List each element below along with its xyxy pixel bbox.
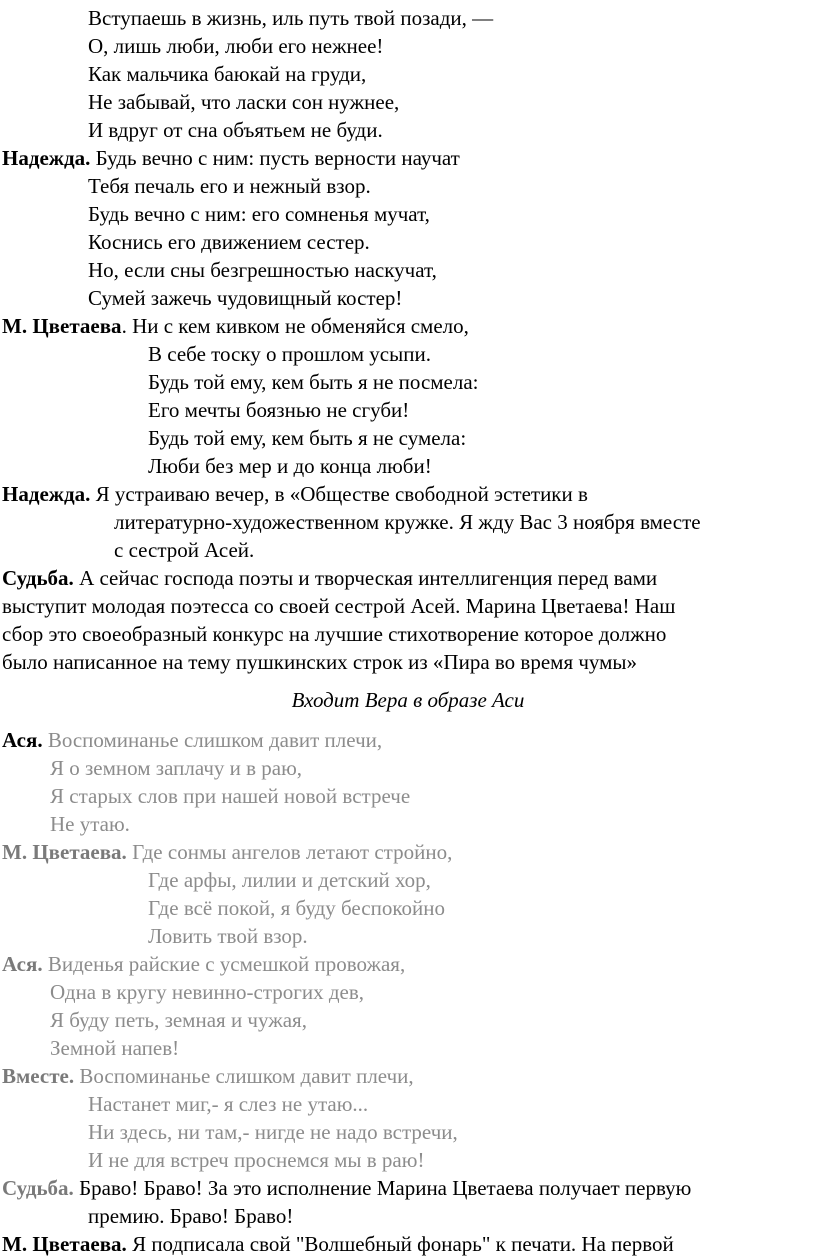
poem-line: Я буду петь, земная и чужая, bbox=[50, 1008, 307, 1032]
poem-line: Ловить твой взор. bbox=[148, 924, 308, 948]
poem-line: И не для встреч проснемся мы в раю! bbox=[88, 1148, 425, 1172]
dialogue-continuation: литературно-художественном кружке. Я жду Вас 3 ноября вместе bbox=[114, 510, 701, 534]
poem-line: Коснись его движением сестер. bbox=[88, 230, 370, 254]
dialogue-line: Судьба. А сейчас господа поэты и творческая интеллигенция перед вами bbox=[2, 566, 658, 590]
speaker-name: Надежда. bbox=[2, 482, 91, 506]
dialogue-continuation: с сестрой Асей. bbox=[114, 538, 255, 562]
dialogue-continuation: премию. Браво! Браво! bbox=[88, 1204, 294, 1228]
poem-line: Будь той ему, кем быть я не сумела: bbox=[148, 426, 467, 450]
dialogue-line: М. Цветаева. Я подписала свой "Волшебный фонарь" к печати. На первой bbox=[2, 1232, 674, 1256]
speaker-name: Ася. bbox=[2, 952, 43, 976]
poem-line: Я старых слов при нашей новой встрече bbox=[50, 784, 411, 808]
speaker-name: Надежда. bbox=[2, 146, 91, 170]
poem-line: Одна в кругу невинно-строгих дев, bbox=[50, 980, 365, 1004]
poem-line: Как мальчика баюкай на груди, bbox=[88, 62, 367, 86]
dialogue-line: М. Цветаева. Где сонмы ангелов летают стройно, bbox=[2, 840, 453, 864]
poem-line: Будь вечно с ним: его сомненья мучат, bbox=[88, 202, 430, 226]
speaker-name: Судьба. bbox=[2, 566, 74, 590]
poem-line: Люби без мер и до конца люби! bbox=[148, 454, 432, 478]
poem-line: Сумей зажечь чудовищный костер! bbox=[88, 286, 403, 310]
dialogue-line: Ася. Виденья райские с усмешкой провожая, bbox=[2, 952, 406, 976]
speaker-name: Вместе. bbox=[2, 1064, 75, 1088]
poem-line: Будь той ему, кем быть я не посмела: bbox=[148, 370, 479, 394]
stage-direction: Входит Вера в образе Аси bbox=[291, 688, 525, 712]
dialogue-line: Вместе. Воспоминанье слишком давит плечи, bbox=[2, 1064, 414, 1088]
dialogue-line: Ася. Воспоминанье слишком давит плечи, bbox=[2, 728, 383, 752]
dialogue-continuation: было написанное на тему пушкинских строк из «Пира во время чумы» bbox=[2, 650, 638, 674]
speaker-name: Судьба. bbox=[2, 1176, 74, 1200]
poem-line: Не утаю. bbox=[50, 812, 130, 836]
poem-line: Я о земном заплачу и в раю, bbox=[50, 756, 303, 780]
dialogue-line: Судьба. Браво! Браво! За это исполнение Марина Цветаева получает первую bbox=[2, 1176, 692, 1200]
speaker-name: М. Цветаева bbox=[2, 314, 122, 338]
poem-line: Земной напев! bbox=[50, 1036, 180, 1060]
poem-line: Где всё покой, я буду беспокойно bbox=[148, 896, 445, 920]
dialogue-continuation: сбор это своеобразный конкурс на лучшие стихотворение которое должно bbox=[2, 622, 667, 646]
speaker-name: М. Цветаева. bbox=[2, 840, 127, 864]
dialogue-continuation: выступит молодая поэтесса со своей сестрой Асей. Марина Цветаева! Наш bbox=[2, 594, 676, 618]
poem-line: Настанет миг,- я слез не утаю... bbox=[88, 1092, 369, 1116]
poem-line: Тебя печаль его и нежный взор. bbox=[88, 174, 371, 198]
poem-line: Его мечты боязнью не сгуби! bbox=[148, 398, 410, 422]
speaker-name: Ася. bbox=[2, 728, 43, 752]
poem-line: Ни здесь, ни там,- нигде не надо встречи, bbox=[88, 1120, 458, 1144]
poem-line: Где арфы, лилии и детский хор, bbox=[148, 868, 431, 892]
speaker-name: М. Цветаева. bbox=[2, 1232, 127, 1256]
poem-line: Но, если сны безгрешностью наскучат, bbox=[88, 258, 437, 282]
poem-line: В себе тоску о прошлом усыпи. bbox=[148, 342, 431, 366]
poem-line: И вдруг от сна объятьем не буди. bbox=[88, 118, 383, 142]
dialogue-line: Надежда. Будь вечно с ним: пусть верности научат bbox=[2, 146, 460, 170]
dialogue-line: Надежда. Я устраиваю вечер, в «Обществе свободной эстетики в bbox=[2, 482, 588, 506]
poem-line: Не забывай, что ласки сон нужнее, bbox=[88, 90, 400, 114]
dialogue-line: М. Цветаева. Ни с кем кивком не обменяйся смело, bbox=[2, 314, 469, 338]
poem-line: Вступаешь в жизнь, иль путь твой позади, — bbox=[88, 6, 494, 30]
poem-line: О, лишь люби, люби его нежнее! bbox=[88, 34, 384, 58]
